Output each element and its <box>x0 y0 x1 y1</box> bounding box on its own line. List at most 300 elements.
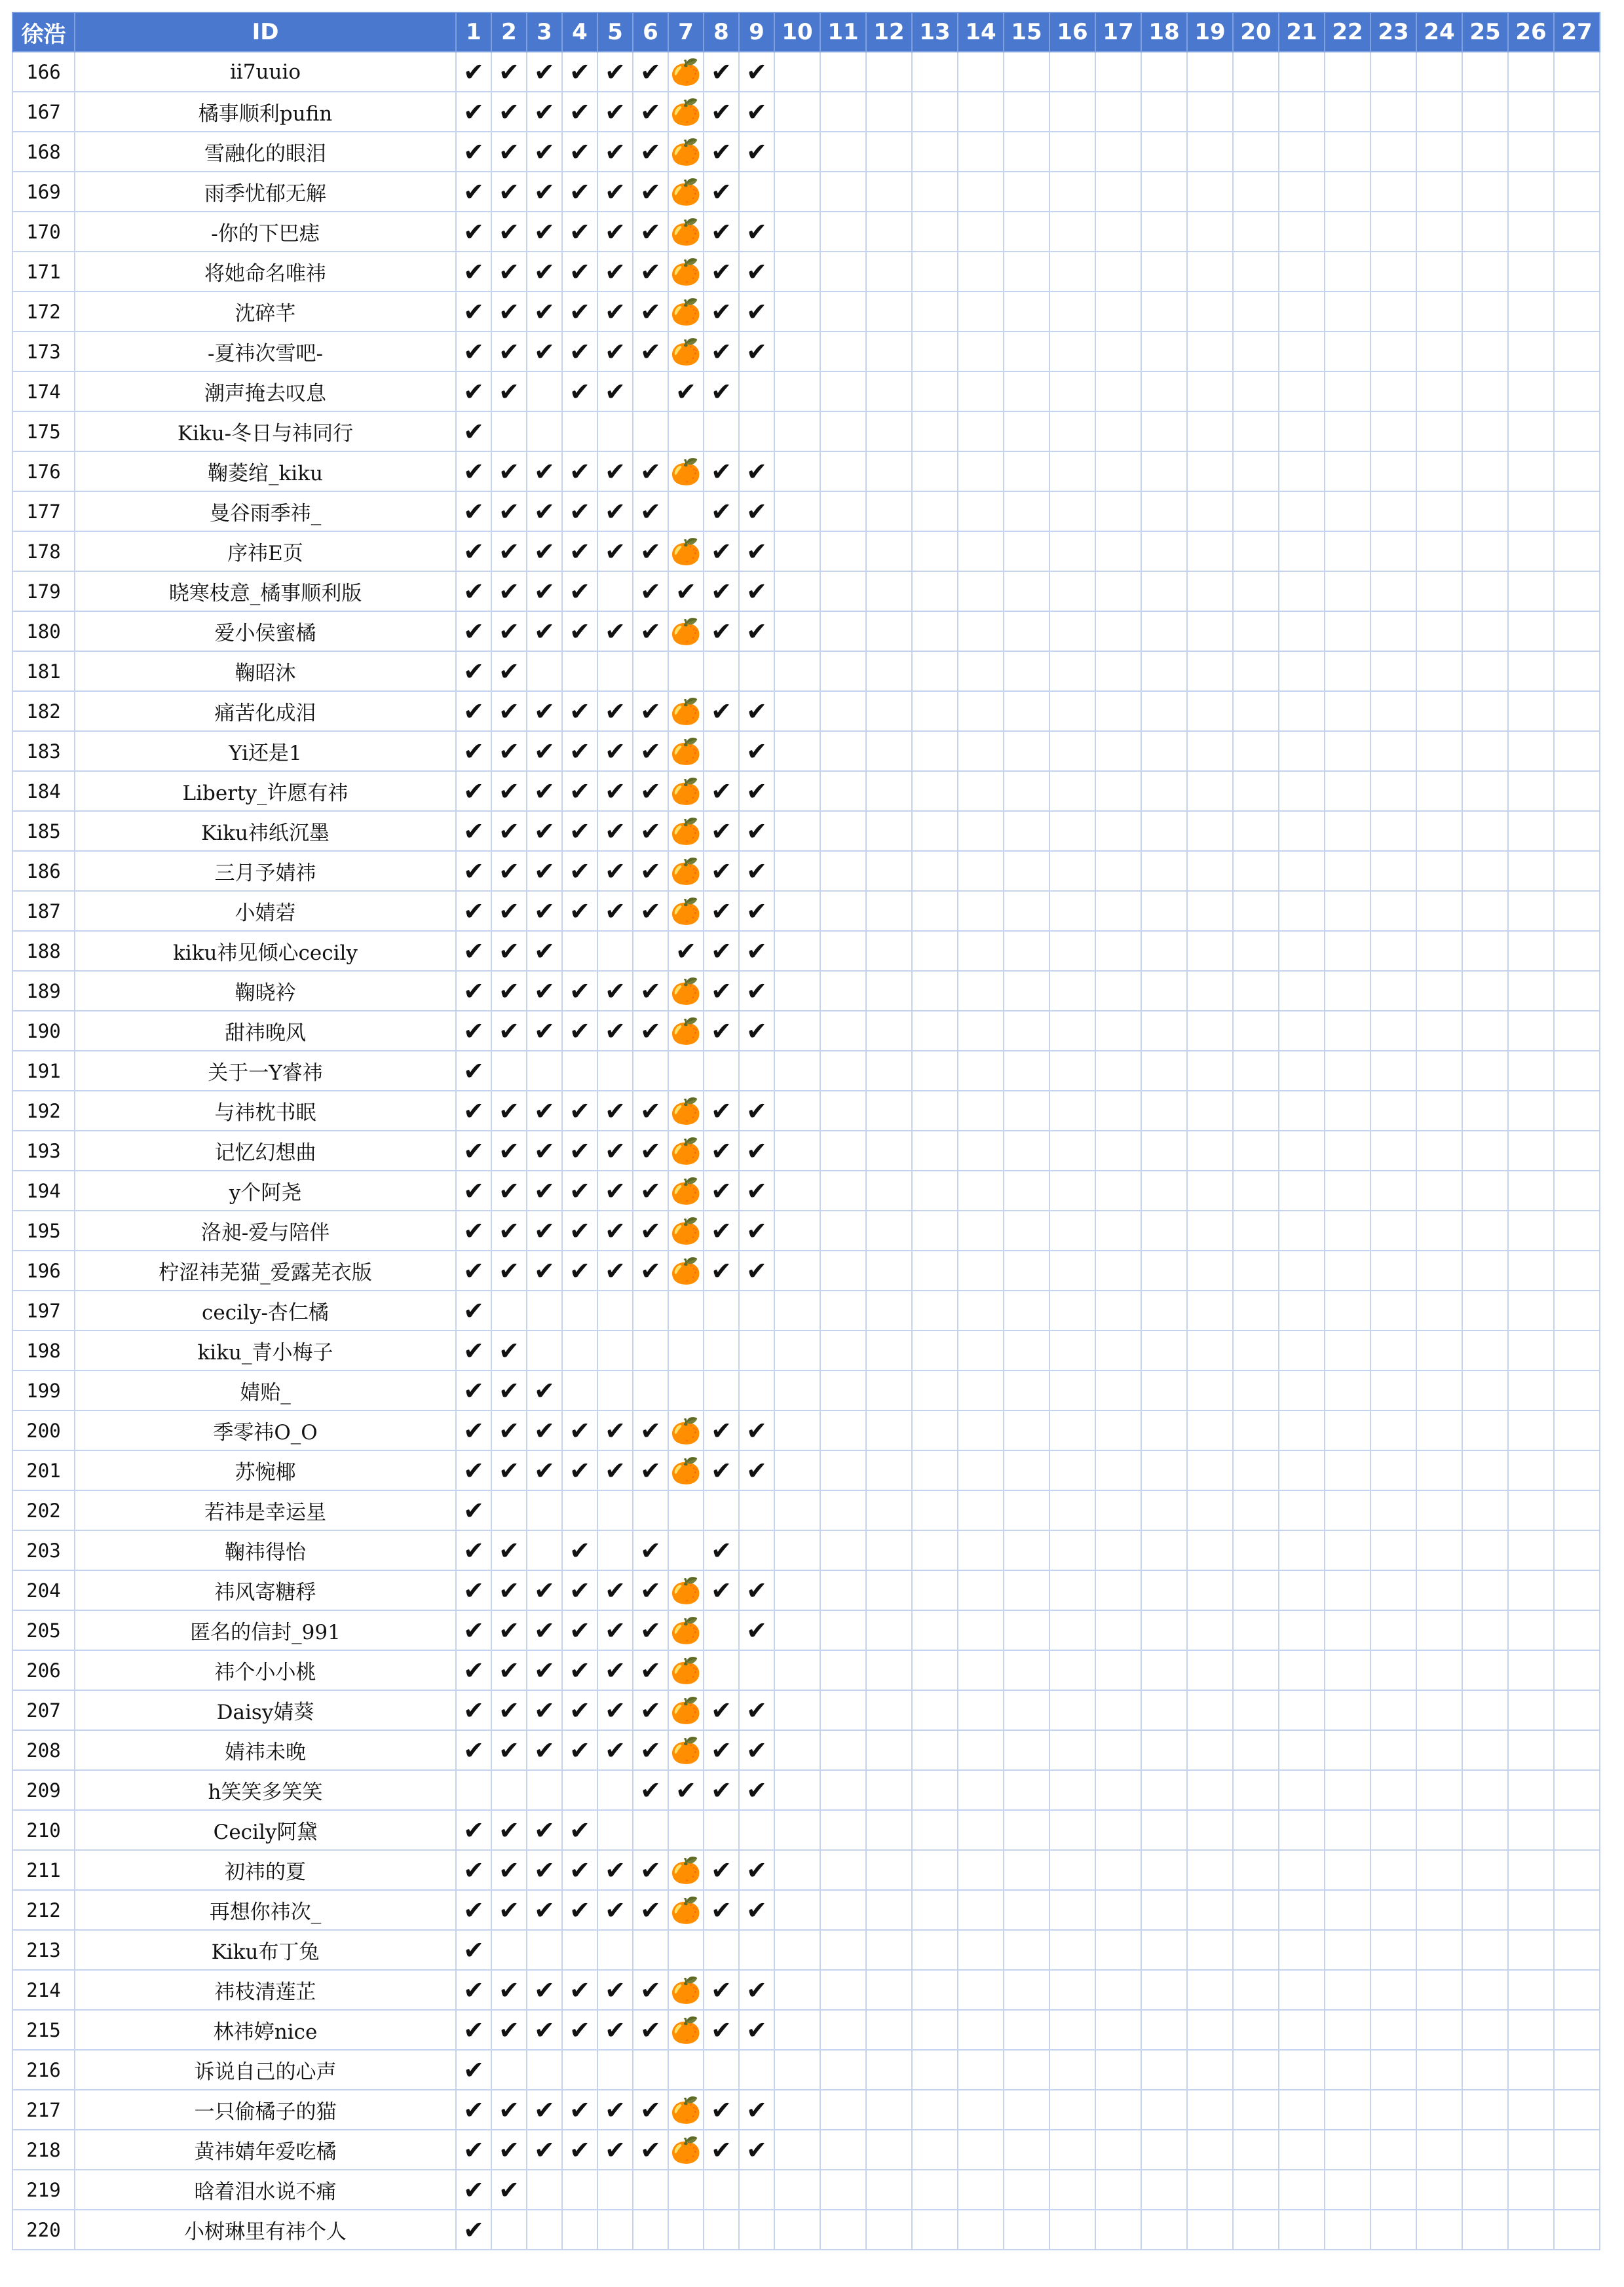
check-mark-cell[interactable]: ✔ <box>527 1570 562 1610</box>
empty-cell[interactable] <box>597 1810 633 1850</box>
empty-cell[interactable] <box>958 691 1004 731</box>
empty-cell[interactable] <box>912 1131 958 1171</box>
tangerine-icon-cell[interactable]: 🍊 <box>668 611 704 651</box>
empty-cell[interactable] <box>633 1370 668 1410</box>
empty-cell[interactable] <box>1004 1890 1049 1930</box>
empty-cell[interactable] <box>1416 1930 1462 1970</box>
empty-cell[interactable] <box>1233 132 1279 172</box>
empty-cell[interactable] <box>820 331 866 371</box>
empty-cell[interactable] <box>527 1490 562 1530</box>
tangerine-icon-cell[interactable]: 🍊 <box>668 1890 704 1930</box>
check-mark-cell[interactable]: ✔ <box>562 1450 597 1490</box>
empty-cell[interactable] <box>1370 1331 1416 1370</box>
empty-cell[interactable] <box>958 611 1004 651</box>
empty-cell[interactable] <box>1279 1530 1325 1570</box>
empty-cell[interactable] <box>912 1650 958 1690</box>
empty-cell[interactable] <box>774 331 820 371</box>
empty-cell[interactable] <box>958 1650 1004 1690</box>
empty-cell[interactable] <box>1049 172 1095 212</box>
check-mark-cell[interactable]: ✔ <box>562 1970 597 2010</box>
empty-cell[interactable] <box>1004 1131 1049 1171</box>
empty-cell[interactable] <box>820 411 866 451</box>
empty-cell[interactable] <box>1233 1610 1279 1650</box>
empty-cell[interactable] <box>820 1370 866 1410</box>
empty-cell[interactable] <box>1554 1490 1600 1530</box>
check-mark-cell[interactable]: ✔ <box>491 1331 527 1370</box>
empty-cell[interactable] <box>1141 2130 1187 2170</box>
check-mark-cell[interactable]: ✔ <box>456 531 491 571</box>
empty-cell[interactable] <box>1462 771 1508 811</box>
empty-cell[interactable] <box>1187 2050 1233 2090</box>
check-mark-cell[interactable]: ✔ <box>456 1131 491 1171</box>
check-mark-cell[interactable]: ✔ <box>562 1690 597 1730</box>
tangerine-icon-cell[interactable]: 🍊 <box>668 292 704 331</box>
empty-cell[interactable] <box>1095 1011 1141 1051</box>
empty-cell[interactable] <box>739 1331 774 1370</box>
row-number-cell[interactable]: 197 <box>12 1291 75 1331</box>
empty-cell[interactable] <box>1554 571 1600 611</box>
header-day-17[interactable]: 17 <box>1095 12 1141 52</box>
empty-cell[interactable] <box>1370 1650 1416 1690</box>
empty-cell[interactable] <box>1187 172 1233 212</box>
member-id-cell[interactable]: 若祎是幸运星 <box>75 1490 456 1530</box>
empty-cell[interactable] <box>774 52 820 92</box>
empty-cell[interactable] <box>1141 172 1187 212</box>
check-mark-cell[interactable]: ✔ <box>491 1410 527 1450</box>
empty-cell[interactable] <box>912 1610 958 1650</box>
empty-cell[interactable] <box>562 1930 597 1970</box>
empty-cell[interactable] <box>1187 811 1233 851</box>
empty-cell[interactable] <box>1508 2010 1554 2050</box>
empty-cell[interactable] <box>1508 252 1554 292</box>
empty-cell[interactable] <box>1233 1410 1279 1450</box>
check-mark-cell[interactable]: ✔ <box>456 1410 491 1450</box>
empty-cell[interactable] <box>1508 1091 1554 1131</box>
empty-cell[interactable] <box>1554 931 1600 971</box>
empty-cell[interactable] <box>1554 1251 1600 1291</box>
empty-cell[interactable] <box>912 1171 958 1211</box>
empty-cell[interactable] <box>704 1490 739 1530</box>
member-id-cell[interactable]: 祎个小小桃 <box>75 1650 456 1690</box>
check-mark-cell[interactable]: ✔ <box>562 1730 597 1770</box>
member-id-cell[interactable]: 与祎枕书眠 <box>75 1091 456 1131</box>
empty-cell[interactable] <box>1325 1530 1370 1570</box>
row-number-cell[interactable]: 190 <box>12 1011 75 1051</box>
empty-cell[interactable] <box>1416 1011 1462 1051</box>
member-id-cell[interactable]: Yi还是1 <box>75 731 456 771</box>
empty-cell[interactable] <box>866 1890 912 1930</box>
empty-cell[interactable] <box>1233 1970 1279 2010</box>
empty-cell[interactable] <box>912 212 958 252</box>
empty-cell[interactable] <box>1233 1570 1279 1610</box>
member-id-cell[interactable]: ii7uuio <box>75 52 456 92</box>
empty-cell[interactable] <box>1508 2090 1554 2130</box>
empty-cell[interactable] <box>1416 1890 1462 1930</box>
empty-cell[interactable] <box>1370 1251 1416 1291</box>
member-id-cell[interactable]: 雨季忧郁无解 <box>75 172 456 212</box>
empty-cell[interactable] <box>1554 1970 1600 2010</box>
row-number-cell[interactable]: 166 <box>12 52 75 92</box>
empty-cell[interactable] <box>1004 1211 1049 1251</box>
check-mark-cell[interactable]: ✔ <box>562 1650 597 1690</box>
empty-cell[interactable] <box>1233 1770 1279 1810</box>
check-mark-cell[interactable]: ✔ <box>527 1131 562 1171</box>
member-id-cell[interactable]: 将她命名唯祎 <box>75 252 456 292</box>
empty-cell[interactable] <box>774 2170 820 2210</box>
empty-cell[interactable] <box>1095 2210 1141 2250</box>
check-mark-cell[interactable]: ✔ <box>456 411 491 451</box>
check-mark-cell[interactable]: ✔ <box>633 2010 668 2050</box>
check-mark-cell[interactable]: ✔ <box>456 1890 491 1930</box>
empty-cell[interactable] <box>562 2210 597 2250</box>
empty-cell[interactable] <box>1004 851 1049 891</box>
empty-cell[interactable] <box>739 172 774 212</box>
empty-cell[interactable] <box>633 411 668 451</box>
empty-cell[interactable] <box>1233 371 1279 411</box>
empty-cell[interactable] <box>1187 691 1233 731</box>
empty-cell[interactable] <box>1325 172 1370 212</box>
empty-cell[interactable] <box>704 2210 739 2250</box>
empty-cell[interactable] <box>958 971 1004 1011</box>
empty-cell[interactable] <box>1141 1730 1187 1770</box>
empty-cell[interactable] <box>820 1930 866 1970</box>
empty-cell[interactable] <box>668 1051 704 1091</box>
empty-cell[interactable] <box>1095 1890 1141 1930</box>
check-mark-cell[interactable]: ✔ <box>491 651 527 691</box>
empty-cell[interactable] <box>1508 1051 1554 1091</box>
empty-cell[interactable] <box>1187 2130 1233 2170</box>
check-mark-cell[interactable]: ✔ <box>491 292 527 331</box>
empty-cell[interactable] <box>1325 411 1370 451</box>
empty-cell[interactable] <box>1004 531 1049 571</box>
empty-cell[interactable] <box>739 651 774 691</box>
empty-cell[interactable] <box>820 292 866 331</box>
empty-cell[interactable] <box>1233 52 1279 92</box>
row-number-cell[interactable]: 182 <box>12 691 75 731</box>
empty-cell[interactable] <box>1187 1890 1233 1930</box>
check-mark-cell[interactable]: ✔ <box>597 371 633 411</box>
row-number-cell[interactable]: 201 <box>12 1450 75 1490</box>
empty-cell[interactable] <box>1233 1650 1279 1690</box>
header-day-11[interactable]: 11 <box>820 12 866 52</box>
empty-cell[interactable] <box>1187 1131 1233 1171</box>
empty-cell[interactable] <box>597 1370 633 1410</box>
empty-cell[interactable] <box>527 1770 562 1810</box>
empty-cell[interactable] <box>1004 2210 1049 2250</box>
empty-cell[interactable] <box>1370 1131 1416 1171</box>
check-mark-cell[interactable]: ✔ <box>597 1251 633 1291</box>
empty-cell[interactable] <box>958 2050 1004 2090</box>
check-mark-cell[interactable]: ✔ <box>456 611 491 651</box>
empty-cell[interactable] <box>1370 2050 1416 2090</box>
empty-cell[interactable] <box>1508 1610 1554 1650</box>
empty-cell[interactable] <box>491 1490 527 1530</box>
empty-cell[interactable] <box>1370 851 1416 891</box>
empty-cell[interactable] <box>597 411 633 451</box>
empty-cell[interactable] <box>633 1331 668 1370</box>
empty-cell[interactable] <box>1279 1570 1325 1610</box>
empty-cell[interactable] <box>912 1450 958 1490</box>
empty-cell[interactable] <box>1325 451 1370 491</box>
empty-cell[interactable] <box>958 1450 1004 1490</box>
empty-cell[interactable] <box>527 371 562 411</box>
check-mark-cell[interactable]: ✔ <box>704 571 739 611</box>
empty-cell[interactable] <box>1508 1131 1554 1171</box>
empty-cell[interactable] <box>1462 1171 1508 1211</box>
empty-cell[interactable] <box>1279 132 1325 172</box>
row-number-cell[interactable]: 176 <box>12 451 75 491</box>
empty-cell[interactable] <box>1049 1211 1095 1251</box>
empty-cell[interactable] <box>1187 2170 1233 2210</box>
empty-cell[interactable] <box>1004 1011 1049 1051</box>
empty-cell[interactable] <box>1004 1091 1049 1131</box>
empty-cell[interactable] <box>1233 571 1279 611</box>
empty-cell[interactable] <box>1049 811 1095 851</box>
empty-cell[interactable] <box>704 2170 739 2210</box>
empty-cell[interactable] <box>1095 1690 1141 1730</box>
empty-cell[interactable] <box>1279 811 1325 851</box>
check-mark-cell[interactable]: ✔ <box>491 891 527 931</box>
empty-cell[interactable] <box>820 1730 866 1770</box>
empty-cell[interactable] <box>597 1530 633 1570</box>
header-day-18[interactable]: 18 <box>1141 12 1187 52</box>
empty-cell[interactable] <box>1049 1171 1095 1211</box>
check-mark-cell[interactable]: ✔ <box>562 531 597 571</box>
empty-cell[interactable] <box>958 1610 1004 1650</box>
empty-cell[interactable] <box>1554 252 1600 292</box>
check-mark-cell[interactable]: ✔ <box>562 491 597 531</box>
empty-cell[interactable] <box>1004 2170 1049 2210</box>
empty-cell[interactable] <box>958 1770 1004 1810</box>
empty-cell[interactable] <box>1370 1850 1416 1890</box>
check-mark-cell[interactable]: ✔ <box>704 531 739 571</box>
empty-cell[interactable] <box>1416 1051 1462 1091</box>
empty-cell[interactable] <box>774 1171 820 1211</box>
check-mark-cell[interactable]: ✔ <box>597 1730 633 1770</box>
empty-cell[interactable] <box>1416 1410 1462 1450</box>
check-mark-cell[interactable]: ✔ <box>597 132 633 172</box>
empty-cell[interactable] <box>1554 651 1600 691</box>
tangerine-icon-cell[interactable]: 🍊 <box>668 1410 704 1450</box>
empty-cell[interactable] <box>1416 811 1462 851</box>
check-mark-cell[interactable]: ✔ <box>633 451 668 491</box>
empty-cell[interactable] <box>1095 1490 1141 1530</box>
empty-cell[interactable] <box>1462 2130 1508 2170</box>
empty-cell[interactable] <box>739 2170 774 2210</box>
empty-cell[interactable] <box>820 1970 866 2010</box>
header-day-13[interactable]: 13 <box>912 12 958 52</box>
empty-cell[interactable] <box>1187 132 1233 172</box>
empty-cell[interactable] <box>912 132 958 172</box>
check-mark-cell[interactable]: ✔ <box>597 292 633 331</box>
empty-cell[interactable] <box>1416 1850 1462 1890</box>
check-mark-cell[interactable]: ✔ <box>739 931 774 971</box>
check-mark-cell[interactable]: ✔ <box>739 292 774 331</box>
empty-cell[interactable] <box>597 1051 633 1091</box>
empty-cell[interactable] <box>1416 891 1462 931</box>
empty-cell[interactable] <box>866 1370 912 1410</box>
empty-cell[interactable] <box>912 172 958 212</box>
empty-cell[interactable] <box>1462 1331 1508 1370</box>
empty-cell[interactable] <box>1462 1610 1508 1650</box>
empty-cell[interactable] <box>1004 1171 1049 1211</box>
member-id-cell[interactable]: -你的下巴痣 <box>75 212 456 252</box>
empty-cell[interactable] <box>866 212 912 252</box>
tangerine-icon-cell[interactable]: 🍊 <box>668 172 704 212</box>
empty-cell[interactable] <box>1095 771 1141 811</box>
empty-cell[interactable] <box>1233 971 1279 1011</box>
empty-cell[interactable] <box>1370 1490 1416 1530</box>
check-mark-cell[interactable]: ✔ <box>633 891 668 931</box>
empty-cell[interactable] <box>866 491 912 531</box>
empty-cell[interactable] <box>1370 651 1416 691</box>
empty-cell[interactable] <box>1141 571 1187 611</box>
empty-cell[interactable] <box>958 731 1004 771</box>
check-mark-cell[interactable]: ✔ <box>527 1890 562 1930</box>
empty-cell[interactable] <box>1370 1450 1416 1490</box>
empty-cell[interactable] <box>1279 172 1325 212</box>
empty-cell[interactable] <box>774 2210 820 2250</box>
check-mark-cell[interactable]: ✔ <box>597 52 633 92</box>
empty-cell[interactable] <box>1095 1251 1141 1291</box>
member-id-cell[interactable]: 鞠昭沐 <box>75 651 456 691</box>
empty-cell[interactable] <box>1325 1770 1370 1810</box>
empty-cell[interactable] <box>1004 1051 1049 1091</box>
empty-cell[interactable] <box>1462 1211 1508 1251</box>
empty-cell[interactable] <box>820 1570 866 1610</box>
empty-cell[interactable] <box>866 1091 912 1131</box>
row-number-cell[interactable]: 200 <box>12 1410 75 1450</box>
empty-cell[interactable] <box>1233 1211 1279 1251</box>
empty-cell[interactable] <box>958 891 1004 931</box>
empty-cell[interactable] <box>1095 1131 1141 1171</box>
empty-cell[interactable] <box>1049 1051 1095 1091</box>
empty-cell[interactable] <box>1279 1810 1325 1850</box>
empty-cell[interactable] <box>958 811 1004 851</box>
check-mark-cell[interactable]: ✔ <box>704 212 739 252</box>
empty-cell[interactable] <box>866 292 912 331</box>
empty-cell[interactable] <box>597 2050 633 2090</box>
empty-cell[interactable] <box>1279 2010 1325 2050</box>
check-mark-cell[interactable]: ✔ <box>562 811 597 851</box>
empty-cell[interactable] <box>527 1930 562 1970</box>
empty-cell[interactable] <box>1187 1291 1233 1331</box>
empty-cell[interactable] <box>774 1930 820 1970</box>
empty-cell[interactable] <box>597 2210 633 2250</box>
check-mark-cell[interactable]: ✔ <box>562 1810 597 1850</box>
check-mark-cell[interactable]: ✔ <box>456 292 491 331</box>
empty-cell[interactable] <box>562 1770 597 1810</box>
check-mark-cell[interactable]: ✔ <box>704 1410 739 1450</box>
empty-cell[interactable] <box>1095 1211 1141 1251</box>
check-mark-cell[interactable]: ✔ <box>633 212 668 252</box>
check-mark-cell[interactable]: ✔ <box>739 571 774 611</box>
check-mark-cell[interactable]: ✔ <box>456 1570 491 1610</box>
empty-cell[interactable] <box>1370 931 1416 971</box>
empty-cell[interactable] <box>958 851 1004 891</box>
check-mark-cell[interactable]: ✔ <box>633 1011 668 1051</box>
empty-cell[interactable] <box>1233 2010 1279 2050</box>
check-mark-cell[interactable]: ✔ <box>633 611 668 651</box>
empty-cell[interactable] <box>633 651 668 691</box>
check-mark-cell[interactable]: ✔ <box>704 611 739 651</box>
empty-cell[interactable] <box>1370 1410 1416 1450</box>
empty-cell[interactable] <box>1279 1930 1325 1970</box>
check-mark-cell[interactable]: ✔ <box>704 971 739 1011</box>
header-day-14[interactable]: 14 <box>958 12 1004 52</box>
empty-cell[interactable] <box>1141 731 1187 771</box>
check-mark-cell[interactable]: ✔ <box>704 331 739 371</box>
check-mark-cell[interactable]: ✔ <box>491 691 527 731</box>
empty-cell[interactable] <box>1279 1890 1325 1930</box>
empty-cell[interactable] <box>1233 931 1279 971</box>
check-mark-cell[interactable]: ✔ <box>597 1890 633 1930</box>
empty-cell[interactable] <box>866 411 912 451</box>
empty-cell[interactable] <box>1233 1930 1279 1970</box>
empty-cell[interactable] <box>1279 451 1325 491</box>
empty-cell[interactable] <box>1004 2130 1049 2170</box>
empty-cell[interactable] <box>1233 691 1279 731</box>
empty-cell[interactable] <box>820 1171 866 1211</box>
empty-cell[interactable] <box>1462 691 1508 731</box>
empty-cell[interactable] <box>912 1930 958 1970</box>
check-mark-cell[interactable]: ✔ <box>739 891 774 931</box>
empty-cell[interactable] <box>1416 1810 1462 1850</box>
empty-cell[interactable] <box>1370 1730 1416 1770</box>
check-mark-cell[interactable]: ✔ <box>704 52 739 92</box>
check-mark-cell[interactable]: ✔ <box>562 611 597 651</box>
empty-cell[interactable] <box>958 1251 1004 1291</box>
empty-cell[interactable] <box>958 132 1004 172</box>
empty-cell[interactable] <box>866 531 912 571</box>
check-mark-cell[interactable]: ✔ <box>704 891 739 931</box>
empty-cell[interactable] <box>1508 2130 1554 2170</box>
check-mark-cell[interactable]: ✔ <box>562 1890 597 1930</box>
empty-cell[interactable] <box>1462 1570 1508 1610</box>
empty-cell[interactable] <box>820 451 866 491</box>
empty-cell[interactable] <box>1325 2010 1370 2050</box>
check-mark-cell[interactable]: ✔ <box>491 1810 527 1850</box>
check-mark-cell[interactable]: ✔ <box>704 2010 739 2050</box>
check-mark-cell[interactable]: ✔ <box>456 1450 491 1490</box>
check-mark-cell[interactable]: ✔ <box>527 2130 562 2170</box>
empty-cell[interactable] <box>1325 2130 1370 2170</box>
empty-cell[interactable] <box>1141 1490 1187 1530</box>
empty-cell[interactable] <box>668 2210 704 2250</box>
tangerine-icon-cell[interactable]: 🍊 <box>668 691 704 731</box>
empty-cell[interactable] <box>1325 371 1370 411</box>
empty-cell[interactable] <box>958 771 1004 811</box>
empty-cell[interactable] <box>820 651 866 691</box>
check-mark-cell[interactable]: ✔ <box>562 292 597 331</box>
check-mark-cell[interactable]: ✔ <box>491 811 527 851</box>
empty-cell[interactable] <box>1187 1930 1233 1970</box>
row-number-cell[interactable]: 198 <box>12 1331 75 1370</box>
empty-cell[interactable] <box>1187 771 1233 811</box>
member-id-cell[interactable]: Cecily阿黛 <box>75 1810 456 1850</box>
check-mark-cell[interactable]: ✔ <box>527 811 562 851</box>
check-mark-cell[interactable]: ✔ <box>456 132 491 172</box>
empty-cell[interactable] <box>1325 491 1370 531</box>
empty-cell[interactable] <box>1049 1410 1095 1450</box>
check-mark-cell[interactable]: ✔ <box>527 491 562 531</box>
member-id-cell[interactable]: Kiku祎纸沉墨 <box>75 811 456 851</box>
empty-cell[interactable] <box>1049 1251 1095 1291</box>
check-mark-cell[interactable]: ✔ <box>491 172 527 212</box>
member-id-cell[interactable]: 序祎E页 <box>75 531 456 571</box>
empty-cell[interactable] <box>1508 1291 1554 1331</box>
empty-cell[interactable] <box>739 1370 774 1410</box>
